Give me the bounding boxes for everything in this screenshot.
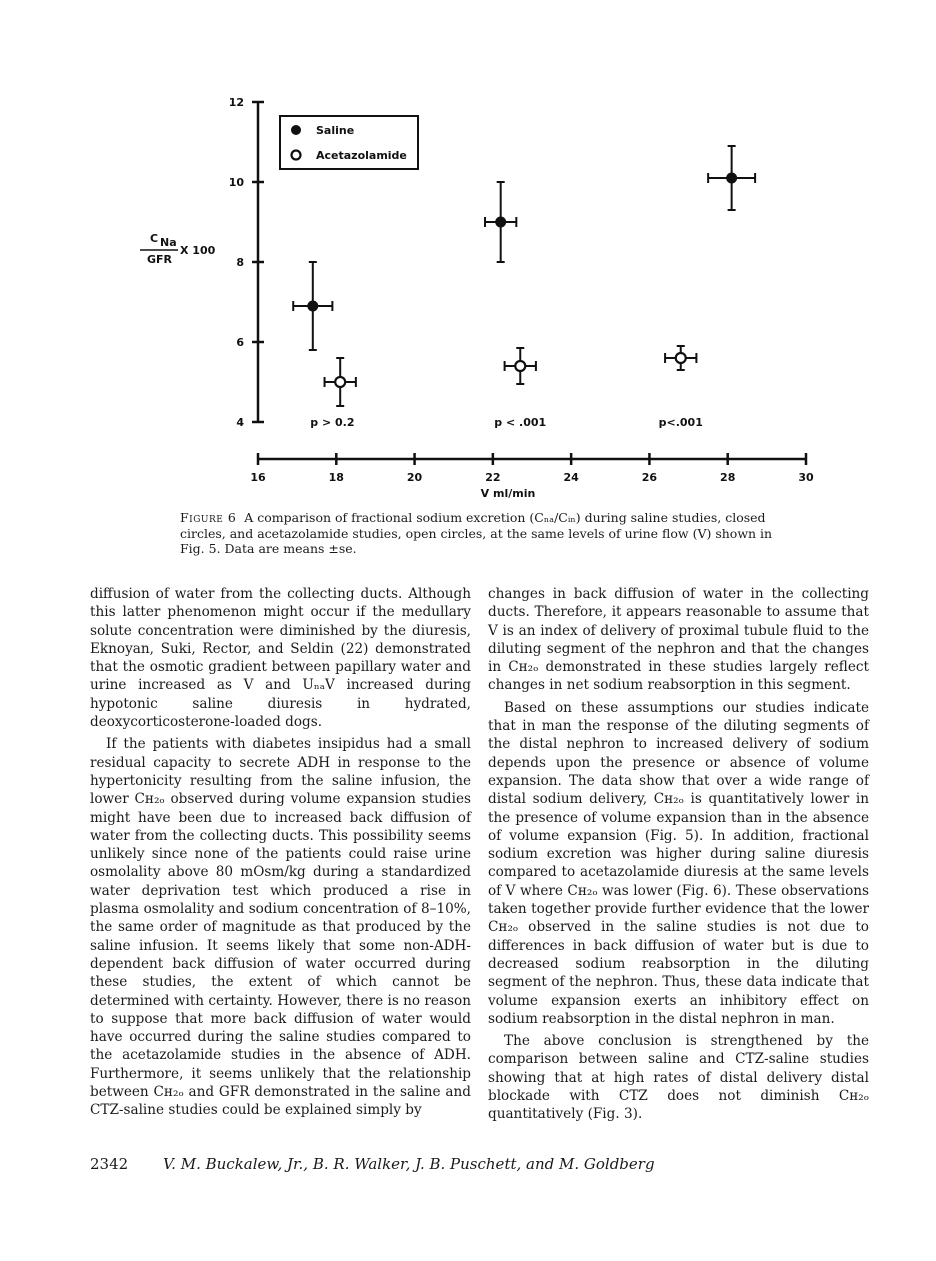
y-label-denominator: GFR: [147, 253, 173, 266]
page-footer: [90, 1155, 655, 1173]
data-point-saline: [307, 301, 318, 312]
chart-annotations: [310, 416, 703, 429]
y-tick-label: 4: [236, 416, 244, 429]
paragraph: If the patients with diabetes insipidus had a small residual capacity to secrete ADH in response to the hypertonicity resulting from the saline infusion, the lower Cʜ₂ₒ observed during volume expansion studies might have been due to increased back diffusion of water from the collecting ducts. This possibility seems unlikely since none of the patients could raise urine osmolality above 80 mOsm/kg during a standardized water deprivation test which produced a rise in plasma osmolality and sodium concentration of 8–10%, the same order of magnitude as that produced by the saline infusion. It seems likely that some non-ADH-dependent back diffusion of water occurred during these studies, the extent of which cannot be determined with certainty. However, there is no reason to suppose that more back diffusion of water would have occurred during the saline studies compared to the acetazolamide studies in the absence of ADH. Furthermore, it seems unlikely that the relationship between Cʜ₂ₒ and GFR demonstrated in the saline and CTZ-saline studies could be explained simply by: [90, 736, 471, 1119]
paragraph: The above conclusion is strengthened by the comparison between saline and CTZ-saline studies showing that at high rates of distal delivery distal blockade with CTZ does not diminish Cʜ₂ₒ quantitatively (Fig. 3).: [488, 1033, 869, 1123]
x-tick-label: 28: [720, 471, 736, 484]
x-axis-label: V ml/min: [480, 487, 536, 500]
x-tick-label: 30: [798, 471, 814, 484]
y-axis-label: [140, 232, 216, 266]
paragraph: Based on these assumptions our studies indicate that in man the response of the diluting segments of the distal nephron to increased delivery of sodium depends upon the presence or absence of volume expansion. The data show that over a wide range of distal sodium delivery, Cʜ₂ₒ is quantitatively lower in the presence of volume expansion than in the absence of volume expansion (Fig. 5). In addition, fractional sodium excretion was higher during saline diuresis compared to acetazolamide diuresis at the same levels of V where Cʜ₂ₒ was lower (Fig. 6). These observations taken together provide further evidence that the lower Cʜ₂ₒ observed in the saline studies is not due to differences in back diffusion of water but is due to decreased sodium reabsorption in the diluting segment of the nephron. Thus, these data indicate that volume expansion exerts an inhibitory effect on sodium reabsorption in the distal nephron in man.: [488, 699, 869, 1027]
data-point-saline: [726, 173, 737, 184]
chart-marks: [293, 146, 755, 406]
figure-caption: [180, 510, 780, 557]
y-tick-label: 12: [228, 96, 244, 109]
data-point-acetazolamide: [515, 361, 525, 371]
p-value-annotation: p<.001: [658, 416, 703, 429]
x-tick-label: 16: [250, 471, 266, 484]
caption-label: Figure 6: [180, 510, 237, 525]
y-tick-label: 8: [236, 256, 244, 269]
legend-marker-filled: [291, 125, 301, 135]
caption-text: A comparison of fractional sodium excretion (Cₙₐ/Cᵢₙ) during saline studies, closed circles, and acetazolamide studies, open circles, at the same levels of urine flow (V) shown in Fig. 5. Data are means ±se.: [180, 510, 773, 556]
x-tick-label: 24: [563, 471, 579, 484]
y-tick-label: 10: [228, 176, 244, 189]
data-point-saline: [495, 217, 506, 228]
legend-label: Acetazolamide: [316, 149, 407, 162]
figure-6-chart: [0, 0, 936, 510]
body-column-left: [90, 585, 471, 1124]
paragraph: diffusion of water from the collecting ducts. Although this latter phenomenon might occur if the medullary solute concentration were diminished by the diuresis, Eknoyan, Suki, Rector, and Seldin (22) demonstrated that the osmotic gradient between papillary water and urine increased as V and UₙₐV increased during hypotonic saline diuresis in hydrated, deoxycorticosterone-loaded dogs.: [90, 586, 471, 731]
data-point-acetazolamide: [676, 353, 686, 363]
y-label-numerator-sub: Na: [160, 236, 177, 249]
p-value-annotation: p > 0.2: [310, 416, 355, 429]
x-tick-label: 20: [406, 471, 423, 484]
x-tick-label: 26: [641, 471, 658, 484]
body-column-right: [488, 585, 869, 1128]
chart-legend: [280, 116, 418, 169]
y-tick-label: 6: [236, 336, 244, 349]
x-tick-label: 22: [485, 471, 501, 484]
y-label-numerator: C: [150, 232, 159, 245]
running-authors: V. M. Buckalew, Jr., B. R. Walker, J. B. Puschett, and M. Goldberg: [162, 1155, 655, 1173]
paragraph: changes in back diffusion of water in the collecting ducts. Therefore, it appears reasonable to assume that V is an index of delivery of proximal tubule fluid to the diluting segment of the nephron and that the changes in Cʜ₂ₒ demonstrated in these studies largely reflect changes in net sodium reabsorption in this segment.: [488, 586, 869, 694]
page-number: 2342: [90, 1155, 129, 1173]
legend-marker-open: [292, 151, 301, 160]
y-label-multiplier: X 100: [180, 244, 216, 257]
x-tick-label: 18: [328, 471, 344, 484]
legend-label: Saline: [316, 124, 355, 137]
p-value-annotation: p < .001: [494, 416, 547, 429]
data-point-acetazolamide: [335, 377, 345, 387]
